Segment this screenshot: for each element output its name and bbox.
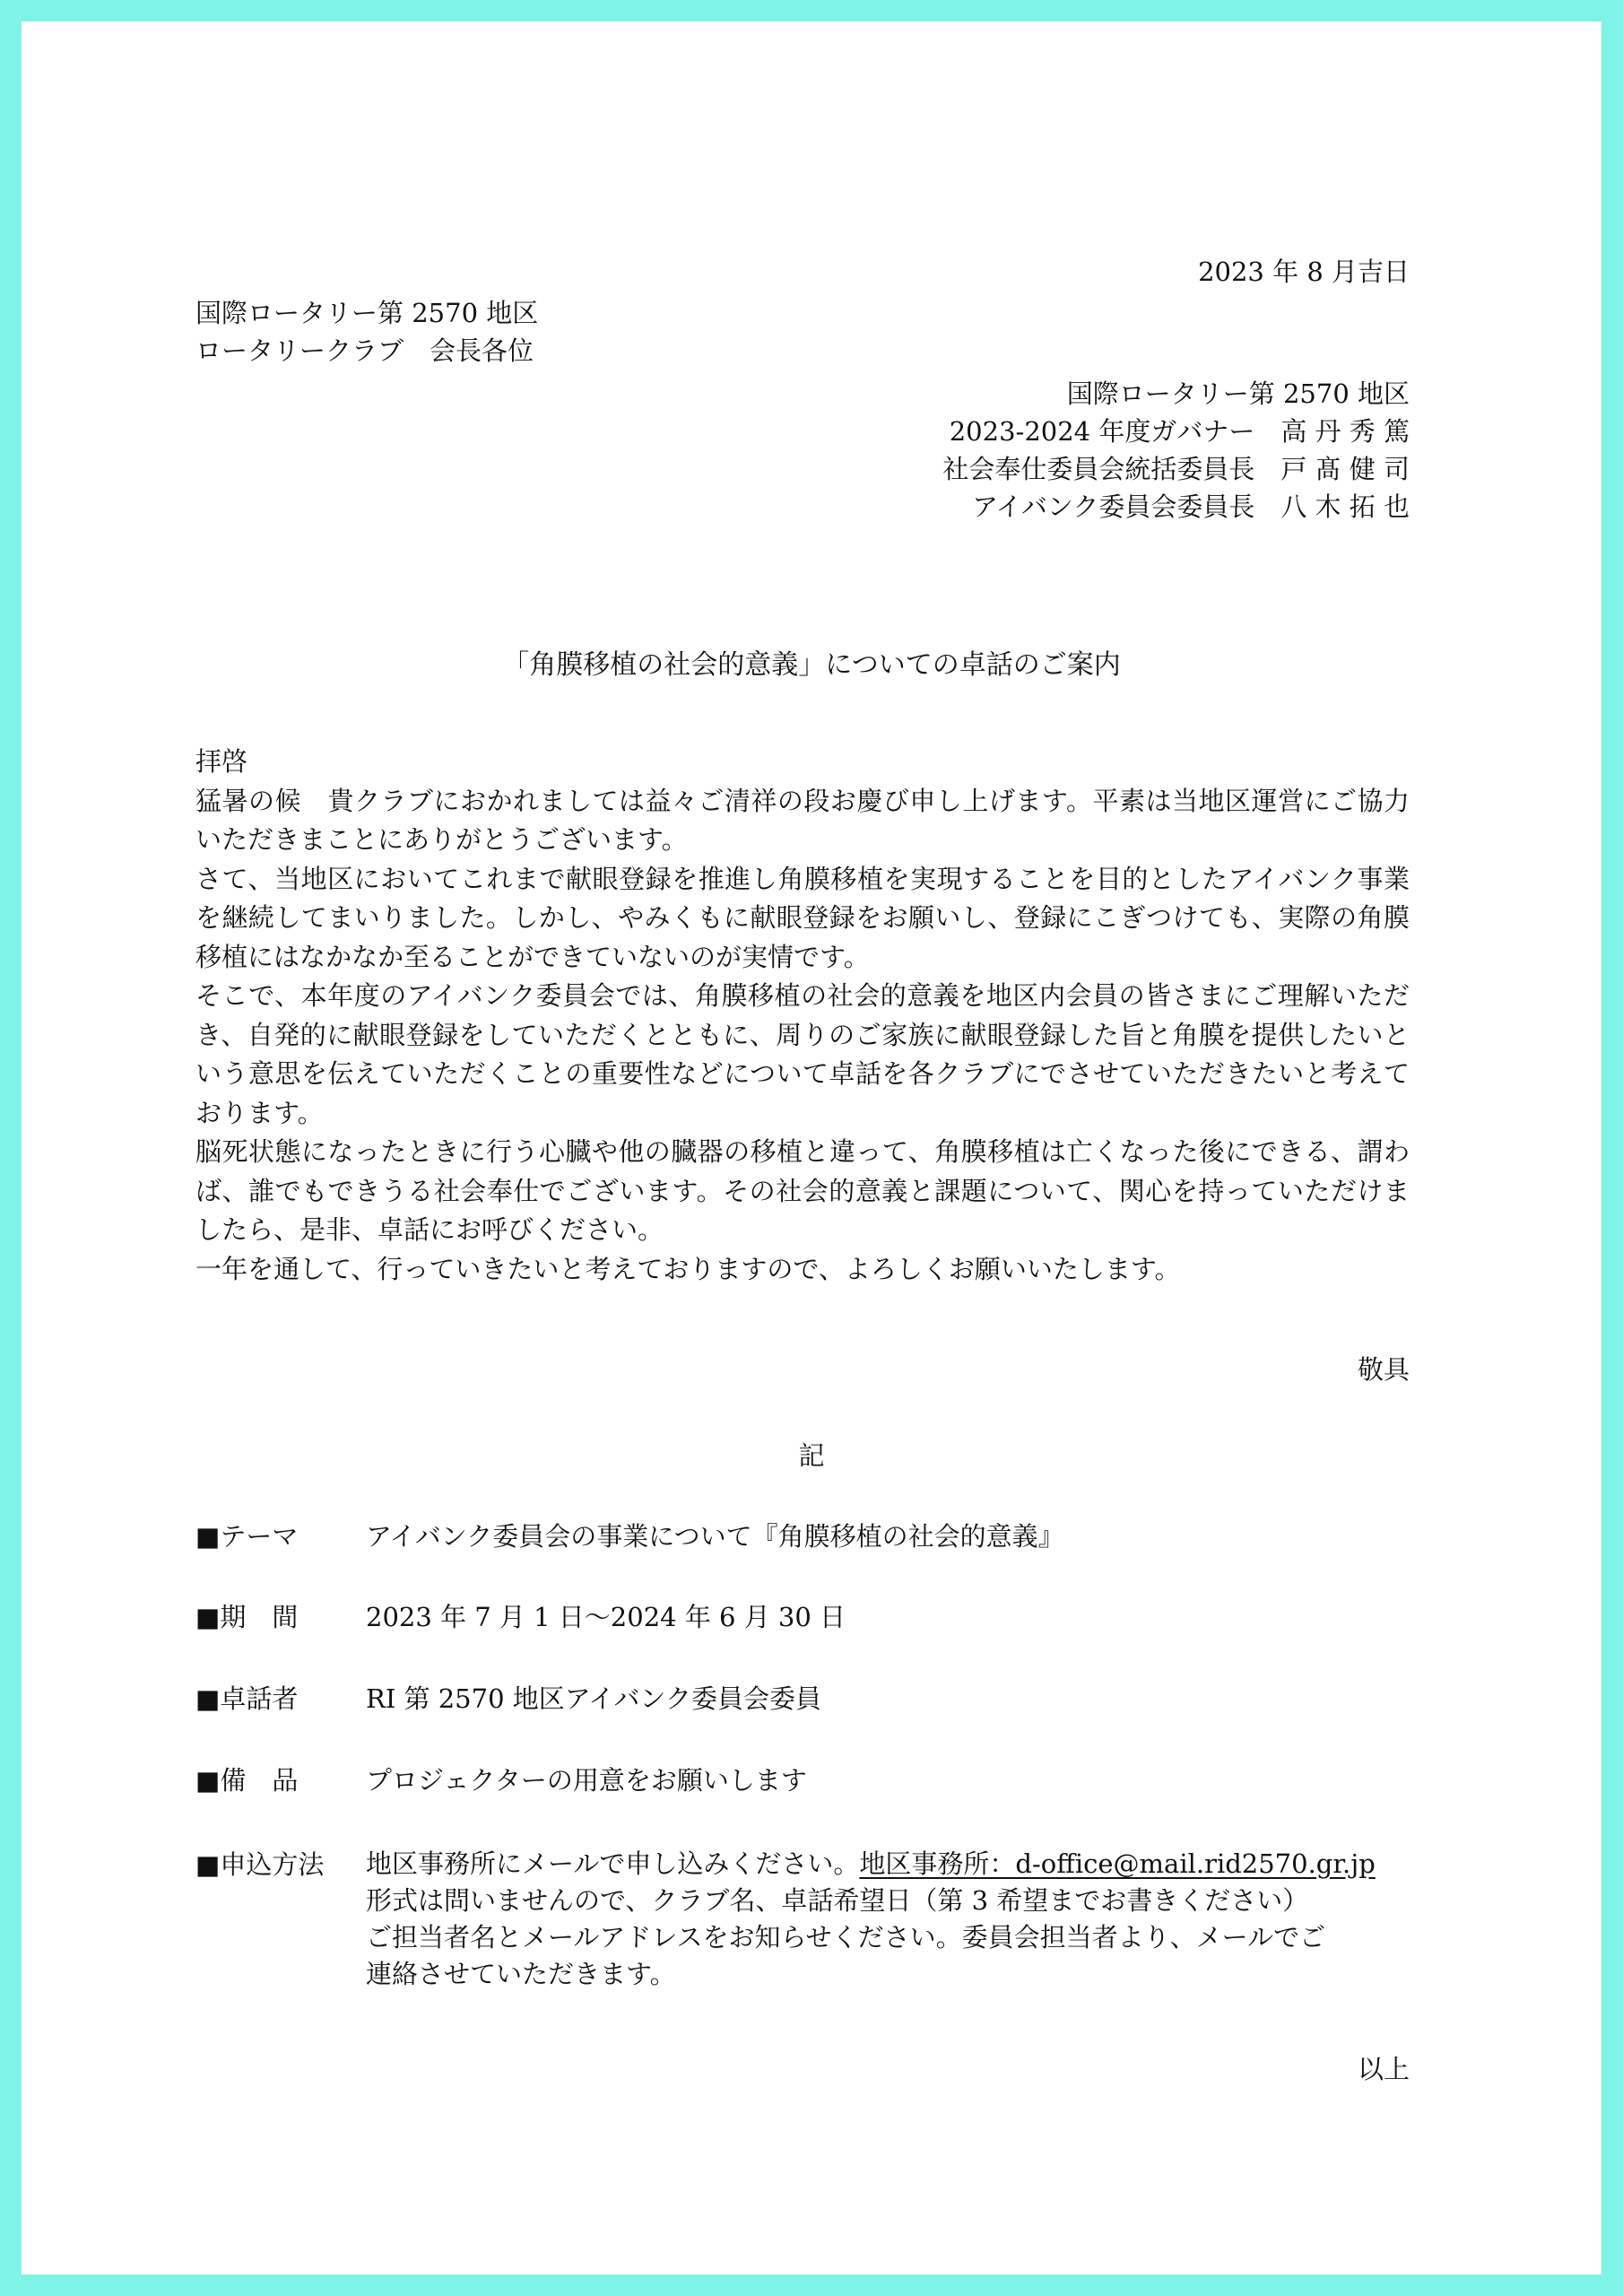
closing-salutation: 敬具	[1357, 1354, 1410, 1385]
application-contact-note: ご担当者名とメールアドレスをお知らせください。委員会担当者より、メールでご	[366, 1922, 1326, 1952]
letter-title: 「角膜移植の社会的意義」についての卓話のご案内	[502, 649, 1121, 681]
application-format-note: 形式は問いませんので、クラブ名、卓話希望日（第 3 希望までお書きください）	[366, 1885, 1309, 1916]
recipient-block	[195, 294, 538, 370]
theme-label: ■テーマ	[195, 1521, 299, 1552]
body-paragraph: そこで、本年度のアイバンク委員会では、角膜移植の社会的意義を地区内会員の皆さまにご理解いただき、自発的に献眼登録をしていただくとともに、周りのご家族に献眼登録した旨と角膜を提供したいという意思を伝えていただくことの重要性などについて卓話を各クラブにでさせていただきたいと考えております。	[195, 980, 1410, 1128]
body-paragraph: 一年を通して、行っていきたいと考えておりますので、よろしくお願いいたします。	[195, 1253, 1181, 1284]
equipment-value: プロジェクターの用意をお願いします	[366, 1765, 807, 1796]
body-paragraph: さて、当地区においてこれまで献眼登録を推進し角膜移植を実現することを目的としたアイバンク事業を継続してまいりました。しかし、やみくもに献眼登録をお願いし、登録にこぎつけても、実際の角膜移植にはなかなか至ることができていないのが実情です。	[195, 863, 1410, 972]
letter-date: 2023 年 8 月吉日	[1198, 257, 1410, 287]
speaker-label: ■卓話者	[195, 1683, 299, 1714]
period-label: ■期 間	[195, 1602, 299, 1632]
equipment-label: ■備 品	[195, 1765, 299, 1796]
application-label: ■申込方法	[195, 1849, 325, 1880]
speaker-value: RI 第 2570 地区アイバンク委員会委員	[366, 1683, 821, 1714]
application-instruction: 地区事務所にメールで申し込みください。	[366, 1848, 860, 1879]
letter-body	[195, 743, 1410, 1289]
recipient-addressee: ロータリークラブ 会長各位	[195, 335, 534, 366]
district-office-email-link[interactable]: 地区事務所：d-office@mail.rid2570.gr.jp	[859, 1848, 1376, 1879]
sender-district: 国際ロータリー第 2570 地区	[1066, 378, 1410, 409]
ki-heading: 記	[798, 1440, 825, 1471]
theme-value: アイバンク委員会の事業について『角膜移植の社会的意義』	[366, 1521, 1064, 1552]
letter-page	[22, 22, 1601, 2274]
period-value: 2023 年 7 月 1 日～2024 年 6 月 30 日	[366, 1602, 846, 1632]
opening-salutation: 拝啓	[195, 746, 248, 777]
sender-governor: 2023-2024 年度ガバナー 高 丹 秀 篤	[949, 416, 1410, 447]
ending-mark: 以上	[1357, 2054, 1410, 2084]
sender-block	[942, 375, 1410, 526]
sender-eyebank-chair: アイバンク委員会委員長 八 木 拓 也	[972, 491, 1410, 522]
application-details	[366, 1846, 1410, 1993]
recipient-district: 国際ロータリー第 2570 地区	[195, 298, 539, 328]
sender-community-service-chair: 社会奉仕委員会統括委員長 戸 髙 健 司	[942, 454, 1410, 484]
body-paragraph: 脳死状態になったときに行う心臓や他の臓器の移植と違って、角膜移植は亡くなった後にできる、謂わば、誰でもできうる社会奉仕でございます。その社会的意義と課題について、関心を持っていただけましたら、是非、卓話にお呼びください。	[195, 1136, 1410, 1245]
application-contact-note-cont: 連絡させていただきます。	[366, 1959, 676, 1989]
body-paragraph: 猛暑の候 貴クラブにおかれましては益々ご清祥の段お慶び申し上げます。平素は当地区運営にご協力いただきまことにありがとうございます。	[195, 785, 1410, 855]
